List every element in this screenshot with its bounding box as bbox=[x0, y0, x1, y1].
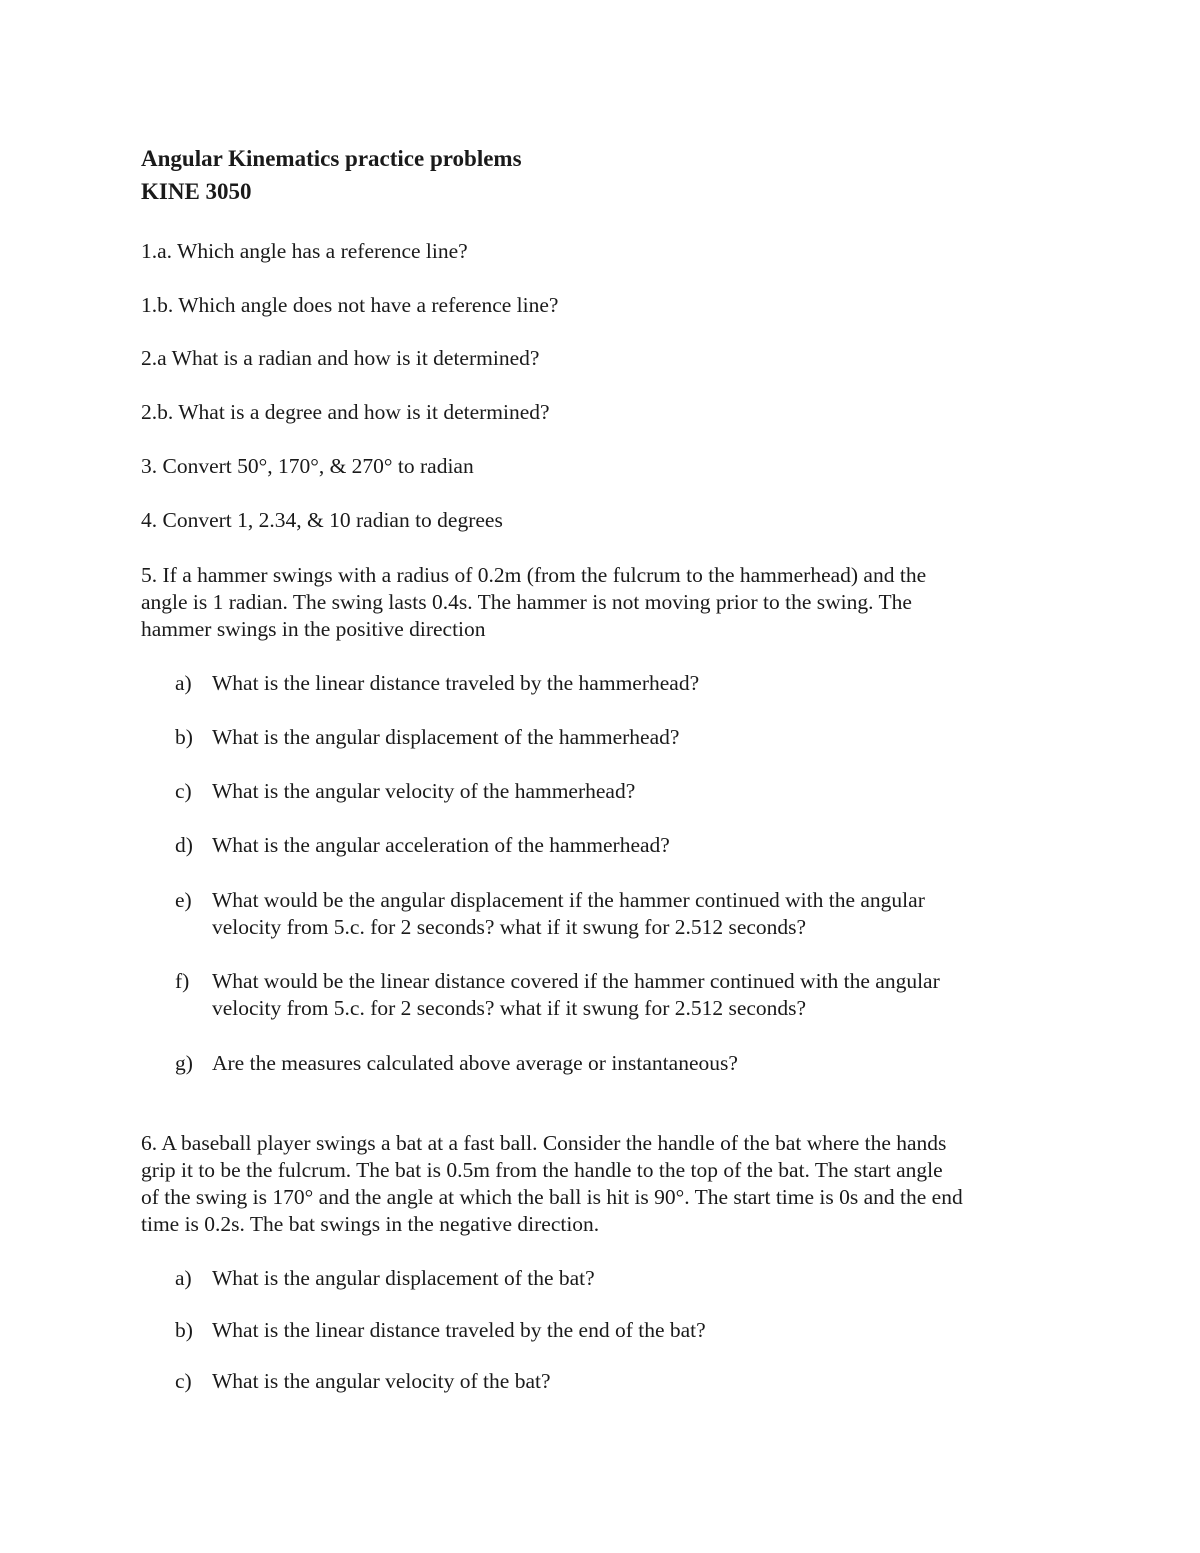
q5-part-c-label: c) bbox=[175, 779, 192, 803]
question-5-line-1: 5. If a hammer swings with a radius of 0.2m (from the fulcrum to the hammerhead) and the bbox=[141, 563, 927, 587]
q5-part-f-text-line-1: What would be the linear distance covered if the hammer continued with the angular bbox=[212, 969, 940, 993]
q5-part-g-text: Are the measures calculated above average or instantaneous? bbox=[212, 1051, 738, 1075]
q5-part-c-text: What is the angular velocity of the hammerhead? bbox=[212, 779, 636, 803]
course-code: KINE 3050 bbox=[141, 179, 252, 204]
question-2b: 2.b. What is a degree and how is it determined? bbox=[141, 400, 550, 424]
question-6-line-4: time is 0.2s. The bat swings in the negative direction. bbox=[141, 1212, 600, 1236]
question-5-line-2: angle is 1 radian. The swing lasts 0.4s. The hammer is not moving prior to the swing. The bbox=[141, 590, 912, 614]
q6-part-a-label: a) bbox=[175, 1266, 192, 1290]
q6-part-a-text: What is the angular displacement of the bat? bbox=[212, 1266, 595, 1290]
question-3: 3. Convert 50°, 170°, & 270° to radian bbox=[141, 454, 474, 478]
q5-part-e-text-line-1: What would be the angular displacement if the hammer continued with the angular bbox=[212, 888, 925, 912]
q5-part-d-text: What is the angular acceleration of the hammerhead? bbox=[212, 833, 670, 857]
question-2a: 2.a What is a radian and how is it determined? bbox=[141, 346, 540, 370]
q5-part-b-label: b) bbox=[175, 725, 193, 749]
q5-part-e-label: e) bbox=[175, 888, 192, 912]
q6-part-c-label: c) bbox=[175, 1369, 192, 1393]
q5-part-g-label: g) bbox=[175, 1051, 193, 1075]
q5-part-f-label: f) bbox=[175, 969, 190, 993]
question-1b: 1.b. Which angle does not have a reference line? bbox=[141, 293, 559, 317]
question-6-line-3: of the swing is 170° and the angle at which the ball is hit is 90°. The start time is 0s and the end bbox=[141, 1185, 963, 1209]
q5-part-a-text: What is the linear distance traveled by the hammerhead? bbox=[212, 671, 700, 695]
q5-part-a-label: a) bbox=[175, 671, 192, 695]
q5-part-f-text-line-2: velocity from 5.c. for 2 seconds? what if it swung for 2.512 seconds? bbox=[212, 996, 807, 1020]
question-4: 4. Convert 1, 2.34, & 10 radian to degrees bbox=[141, 508, 503, 532]
question-6-line-1: 6. A baseball player swings a bat at a fast ball. Consider the handle of the bat where the hands bbox=[141, 1131, 947, 1155]
question-1a: 1.a. Which angle has a reference line? bbox=[141, 239, 468, 263]
question-5-line-3: hammer swings in the positive direction bbox=[141, 617, 486, 641]
q5-part-e-text-line-2: velocity from 5.c. for 2 seconds? what if it swung for 2.512 seconds? bbox=[212, 915, 807, 939]
q5-part-d-label: d) bbox=[175, 833, 193, 857]
q6-part-b-label: b) bbox=[175, 1318, 193, 1342]
question-6-line-2: grip it to be the fulcrum. The bat is 0.5m from the handle to the top of the bat. The start angle bbox=[141, 1158, 943, 1182]
q6-part-b-text: What is the linear distance traveled by the end of the bat? bbox=[212, 1318, 706, 1342]
document-title: Angular Kinematics practice problems bbox=[141, 146, 522, 171]
q6-part-c-text: What is the angular velocity of the bat? bbox=[212, 1369, 551, 1393]
q5-part-b-text: What is the angular displacement of the hammerhead? bbox=[212, 725, 680, 749]
